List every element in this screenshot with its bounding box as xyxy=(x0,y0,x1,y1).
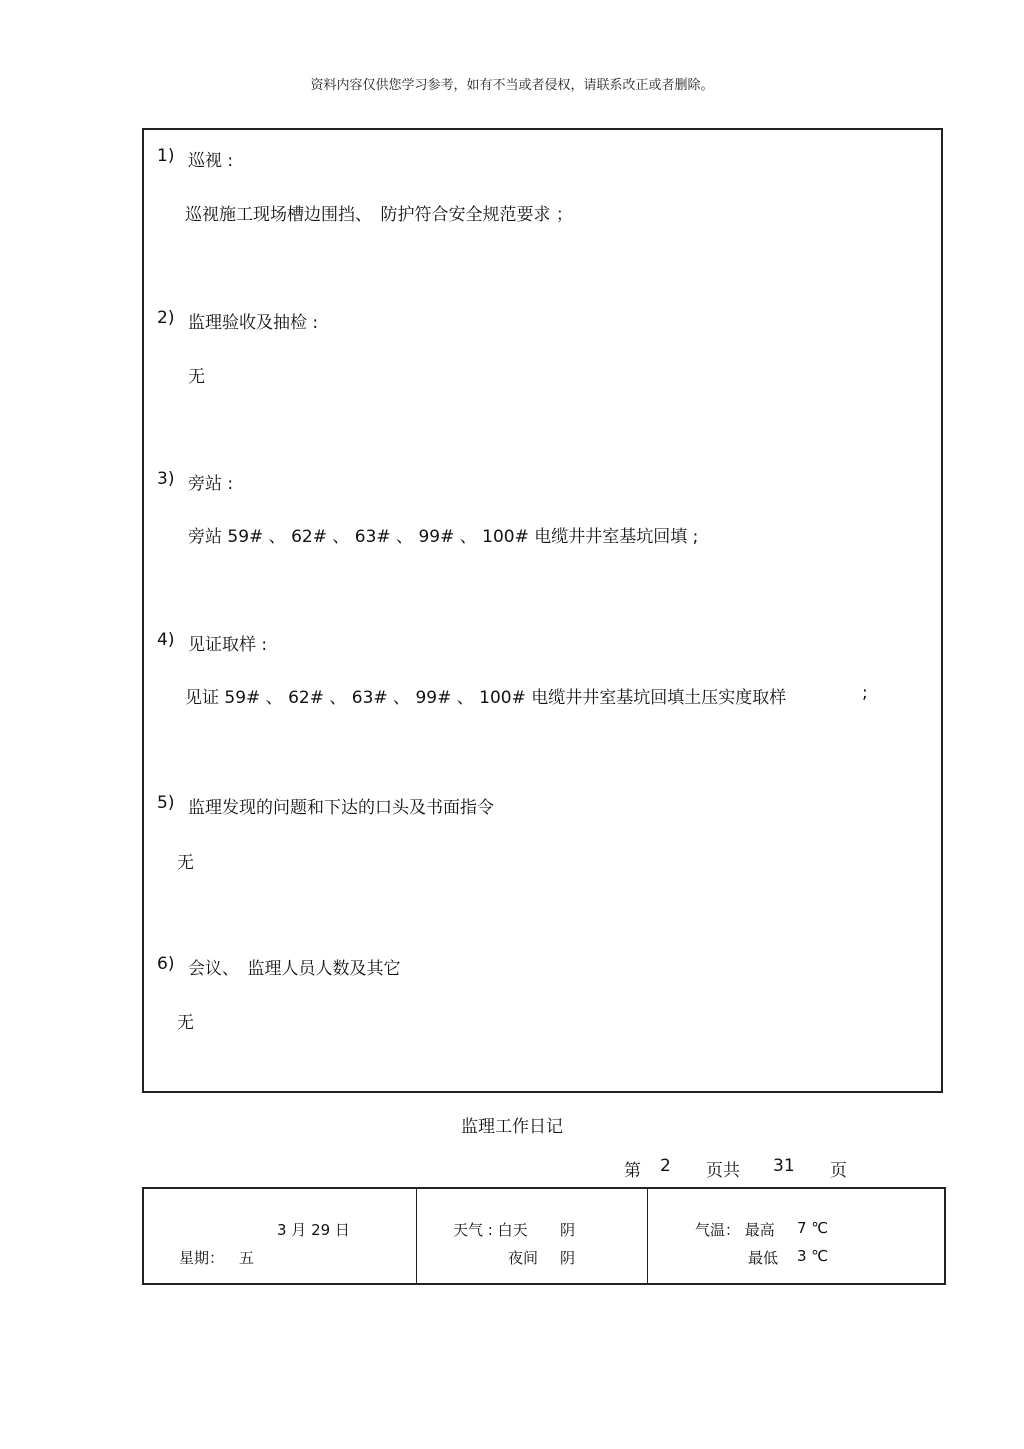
doc-title: 监理工作日记 xyxy=(461,1117,563,1137)
section-1-body: 巡视施工现场槽边围挡、 防护符合安全规范要求 ； xyxy=(185,205,573,225)
section-6-number: 6) xyxy=(157,954,175,974)
weather-day-value: 阴 xyxy=(560,1221,576,1239)
section-2-body: 无 xyxy=(188,367,205,387)
temp-high-value: 7 ℃ xyxy=(797,1219,829,1237)
column-divider xyxy=(647,1189,648,1283)
weather-day-label: 天气 : 白天 xyxy=(453,1221,528,1239)
section-5-body: 无 xyxy=(177,853,194,873)
disclaimer: 资料内容仅供您学习参考，如有不当或者侵权，请联系改正或者删除。 xyxy=(310,78,714,93)
section-4-body: 见证 59# 、 62# 、 63# 、 99# 、 100# 电缆井井室基坑回填土压实度取样 xyxy=(185,688,787,708)
section-1-number: 1) xyxy=(157,146,175,166)
section-5-title: 监理发现的问题和下达的口头及书面指令 xyxy=(188,798,494,818)
page-total: 31 xyxy=(773,1156,795,1176)
temp-high-label: 气温： 最高 xyxy=(695,1221,775,1239)
date-value: 3 月 29 日 xyxy=(277,1221,350,1239)
section-2-title: 监理验收及抽检 : xyxy=(188,313,319,333)
section-4-number: 4) xyxy=(157,630,175,650)
page-mid: 页共 xyxy=(706,1161,740,1181)
temp-low-value: 3 ℃ xyxy=(797,1247,829,1265)
weekday-value: 五 xyxy=(239,1249,255,1267)
weekday-label: 星期： xyxy=(179,1249,225,1267)
page-current: 2 xyxy=(660,1156,671,1176)
section-3-body: 旁站 59# 、 62# 、 63# 、 99# 、 100# 电缆井井室基坑回填 ; xyxy=(188,527,699,547)
section-3-title: 旁站 : xyxy=(188,474,234,494)
section-3-number: 3) xyxy=(157,469,175,489)
section-4-body-end: ; xyxy=(862,683,868,703)
section-2-number: 2) xyxy=(157,308,175,328)
page-prefix: 第 xyxy=(624,1161,641,1181)
section-1-title: 巡视 : xyxy=(188,151,234,171)
section-5-number: 5) xyxy=(157,793,175,813)
section-6-body: 无 xyxy=(177,1013,194,1033)
weather-night-label: 夜间 xyxy=(508,1249,539,1267)
section-6-title: 会议、 监理人员人数及其它 xyxy=(188,959,401,979)
section-4-title: 见证取样 : xyxy=(188,635,268,655)
log-content-box xyxy=(142,128,943,1093)
weather-night-value: 阴 xyxy=(560,1249,576,1267)
temp-low-label: 最低 xyxy=(748,1249,779,1267)
page-suffix: 页 xyxy=(830,1161,847,1181)
column-divider xyxy=(416,1189,417,1283)
